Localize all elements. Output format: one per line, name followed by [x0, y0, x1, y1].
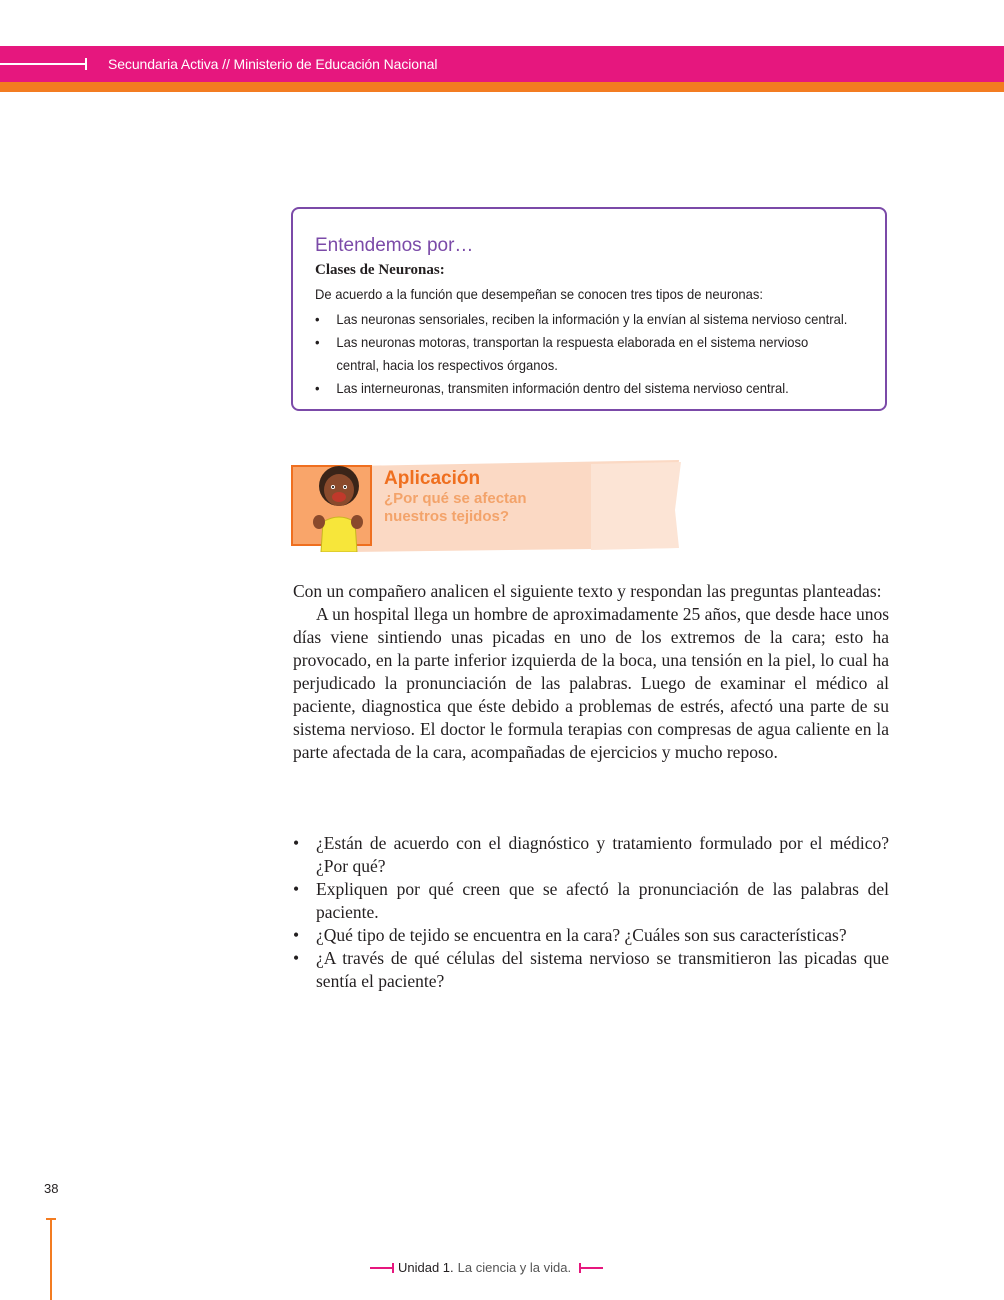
- bullet-icon: •: [315, 334, 320, 350]
- bullet-icon: •: [293, 948, 300, 968]
- application-banner: [291, 460, 683, 552]
- application-subtitle: ¿Por qué se afectan nuestros tejidos?: [384, 490, 527, 525]
- concept-box: [291, 207, 887, 411]
- footer-subject: La ciencia y la vida.: [457, 1260, 572, 1275]
- bullet-icon: •: [293, 925, 300, 945]
- list-item: • ¿Están de acuerdo con el diagnóstico y tratamiento formulado por el médico? ¿Por qué?: [293, 833, 889, 876]
- footer-rule-right: [579, 1267, 603, 1269]
- footer-rule-left: [370, 1267, 394, 1269]
- header-title: Secundaria Activa // Ministerio de Educación Nacional: [108, 56, 438, 72]
- smiling-child-icon: [305, 460, 369, 552]
- question-list: [293, 832, 889, 993]
- activity-instruction: Con un compañero analicen el siguiente texto y respondan las preguntas planteadas:: [293, 581, 882, 601]
- case-text: A un hospital llega un hombre de aproximadamente 25 años, que desde hace unos días viene sintiendo unas picadas en uno de los extremos de la cara; esto ha provocado, en la parte inferior izquierda de la boca, una tensión en la piel, lo cual ha perjudicado la pronunciación de las palabras. Luego de examinar el médico al paciente, diagnostica que éste debido a problemas de estrés, afectó una parte de su sistema nervioso. El doctor le formula terapias con compresas de agua caliente en la parte afectada de la cara, acompañadas de ejercicios y mucho reposo.: [293, 604, 889, 762]
- concept-subtitle: Clases de Neuronas:: [315, 262, 445, 278]
- concept-intro: De acuerdo a la función que desempeñan se conocen tres tipos de neuronas:: [315, 286, 764, 302]
- bullet-icon: •: [293, 879, 300, 899]
- concept-title: Entendemos por…: [315, 235, 474, 256]
- list-item: • ¿A través de qué células del sistema nervioso se transmitieron las picadas que sentía el paciente?: [293, 948, 889, 991]
- header-accent-stripe: [0, 82, 1004, 92]
- list-item: • Las neuronas sensoriales, reciben la información y la envían al sistema nervioso central.: [315, 308, 894, 331]
- footer: [370, 1260, 603, 1275]
- concept-list: [315, 308, 875, 400]
- header-rule-tick: [85, 58, 87, 70]
- footer-unit: Unidad 1.: [398, 1260, 454, 1275]
- bullet-icon: •: [293, 833, 300, 853]
- list-item: • Las interneuronas, transmiten información dentro del sistema nervioso central.: [315, 377, 894, 400]
- body-text: [293, 580, 889, 764]
- list-item: • Expliquen por qué creen que se afectó la pronunciación de las palabras del paciente.: [293, 879, 889, 922]
- bullet-icon: •: [315, 380, 320, 396]
- list-item: • Las neuronas motoras, transportan la respuesta elaborada en el sistema nervioso central, hacia los respectivos órganos.: [315, 331, 839, 377]
- application-title: Aplicación: [384, 468, 481, 489]
- bullet-icon: •: [315, 311, 320, 327]
- header-rule: [0, 63, 86, 65]
- margin-rule: [50, 1218, 52, 1300]
- page-number: 38: [44, 1181, 59, 1196]
- list-item: • ¿Qué tipo de tejido se encuentra en la cara? ¿Cuáles son sus características?: [293, 925, 847, 945]
